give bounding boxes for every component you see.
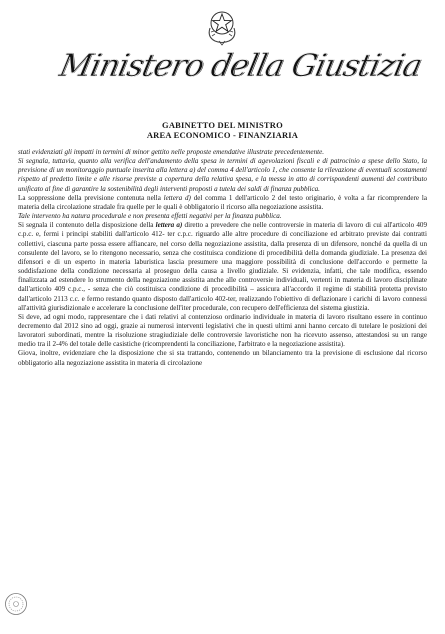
emphasis: lettera d) [163, 193, 191, 202]
paragraph: Si segnala, tuttavia, quanto alla verifica dell'andamento della spesa in termini di agevolazioni fiscali e di patrocinio a spese dello Stato, la previsione di un monitoraggio puntuale inserita alla lettera a) del comma 4 dell'articolo 1, che consente la rilevazione di eventuali scostamenti rispetto al predetto limite e alle risorse previste a copertura della relativa spesa, e la messa in atto di corrispondenti aumenti del contributo unificato al fine di garantire la sostenibilità degli interventi proposti a tutela dei saldi di finanza pubblica. [18, 157, 427, 193]
area-heading: AREA ECONOMICO - FINANZIARIA [146, 130, 299, 140]
document-body [18, 148, 427, 368]
republic-emblem-icon [205, 6, 239, 46]
paragraph: Giova, inoltre, evidenziare che la disposizione che si sta trattando, contenendo un bilanciamento tra la previsione di esclusione dal ricorso obbligatorio alla negoziazione assistita in materia di circolazione [18, 349, 427, 367]
paragraph: La soppressione della previsione contenuta nella lettera d) del comma 1 dell'articolo 2 del testo originario, è volta a far ricomprendere la materia della circolazione stradale fra quelle per le quali è obbligatorio il ricorso alla negoziazione assistita. [18, 193, 427, 211]
stamp-seal-icon [4, 592, 28, 616]
paragraph: Si segnala il contenuto della disposizione della lettera a) diretto a prevedere che nelle controversie in materia di lavoro di cui all'articolo 409 c.p.c. e, fermi i principi stabiliti dall'articolo 412- ter c.p.c. riguardo alle altre procedure di conciliazione ed arbitrato previste dai contratti collettivi, ciascuna parte possa essere affiancare, nel corso della negoziazione assistita, dalla presenza di un difensore, nonché da quella di un consulente del lavoro, se lo ritengono necessario, senza che costituisca condizione di procedibilità della domanda giudiziale. La presenza dei difensori e di un esperto in materia laburistica lascia presumere una maggiore possibilità di conclusione dell'accordo e permette la soddisfazione della condizione necessaria al proseguo della causa a livello giudiziale. Si evidenzia, infatti, che tale modifica, essendo finalizzata ad estendere lo strumento della negoziazione assistita anche alle controversie individuali, vertenti in materia di lavoro disciplinate dall'articolo 409 c.p.c., - senza che ciò costituisca condizione di procedibilità – assicura all'accordo il regime di stabilità protetta previsto dall'articolo 2113 c.c. e fermo restando quanto disposto dall'articolo 402-ter, realizzando l'obiettivo di deflazionare i carichi di lavoro connessi all'attività giurisdizionale e accelerare la conclusione dell'iter procedurale, con recupero dell'efficienza del sistema giustizia. [18, 221, 427, 312]
paragraph: Tale intervento ha natura procedurale e non presenta effetti negativi per la finanza pubblica. [18, 212, 282, 221]
paragraph: stati evidenziati gli impatti in termini di minor gettito nelle proposte emendative illustrate precedentemente. [18, 148, 325, 156]
emphasis: lettera a) [155, 221, 183, 230]
paragraph: Si deve, ad ogni modo, rappresentare che i dati relativi al contenzioso ordinario individuale in materia di lavoro risultano essere in continuo decremento dal 2012 sino ad oggi, grazie ai numerosi interventi legislativi che in questi ultimi anni hanno cercato di tutelare le posizioni dei lavoratori subordinati, mentre la risoluzione stragiudiziale delle controversie lavoristiche non ha ricevuto assenso, attestandosi su un range medio tra il 2-4% del totale delle casistiche (ricomprendenti la conciliazione, l'arbitrato e la negoziazione assistita). [18, 312, 427, 349]
ministry-title: Ministero della Giustizia [56, 48, 425, 84]
office-heading: GABINETTO DEL MINISTRO [162, 120, 283, 130]
